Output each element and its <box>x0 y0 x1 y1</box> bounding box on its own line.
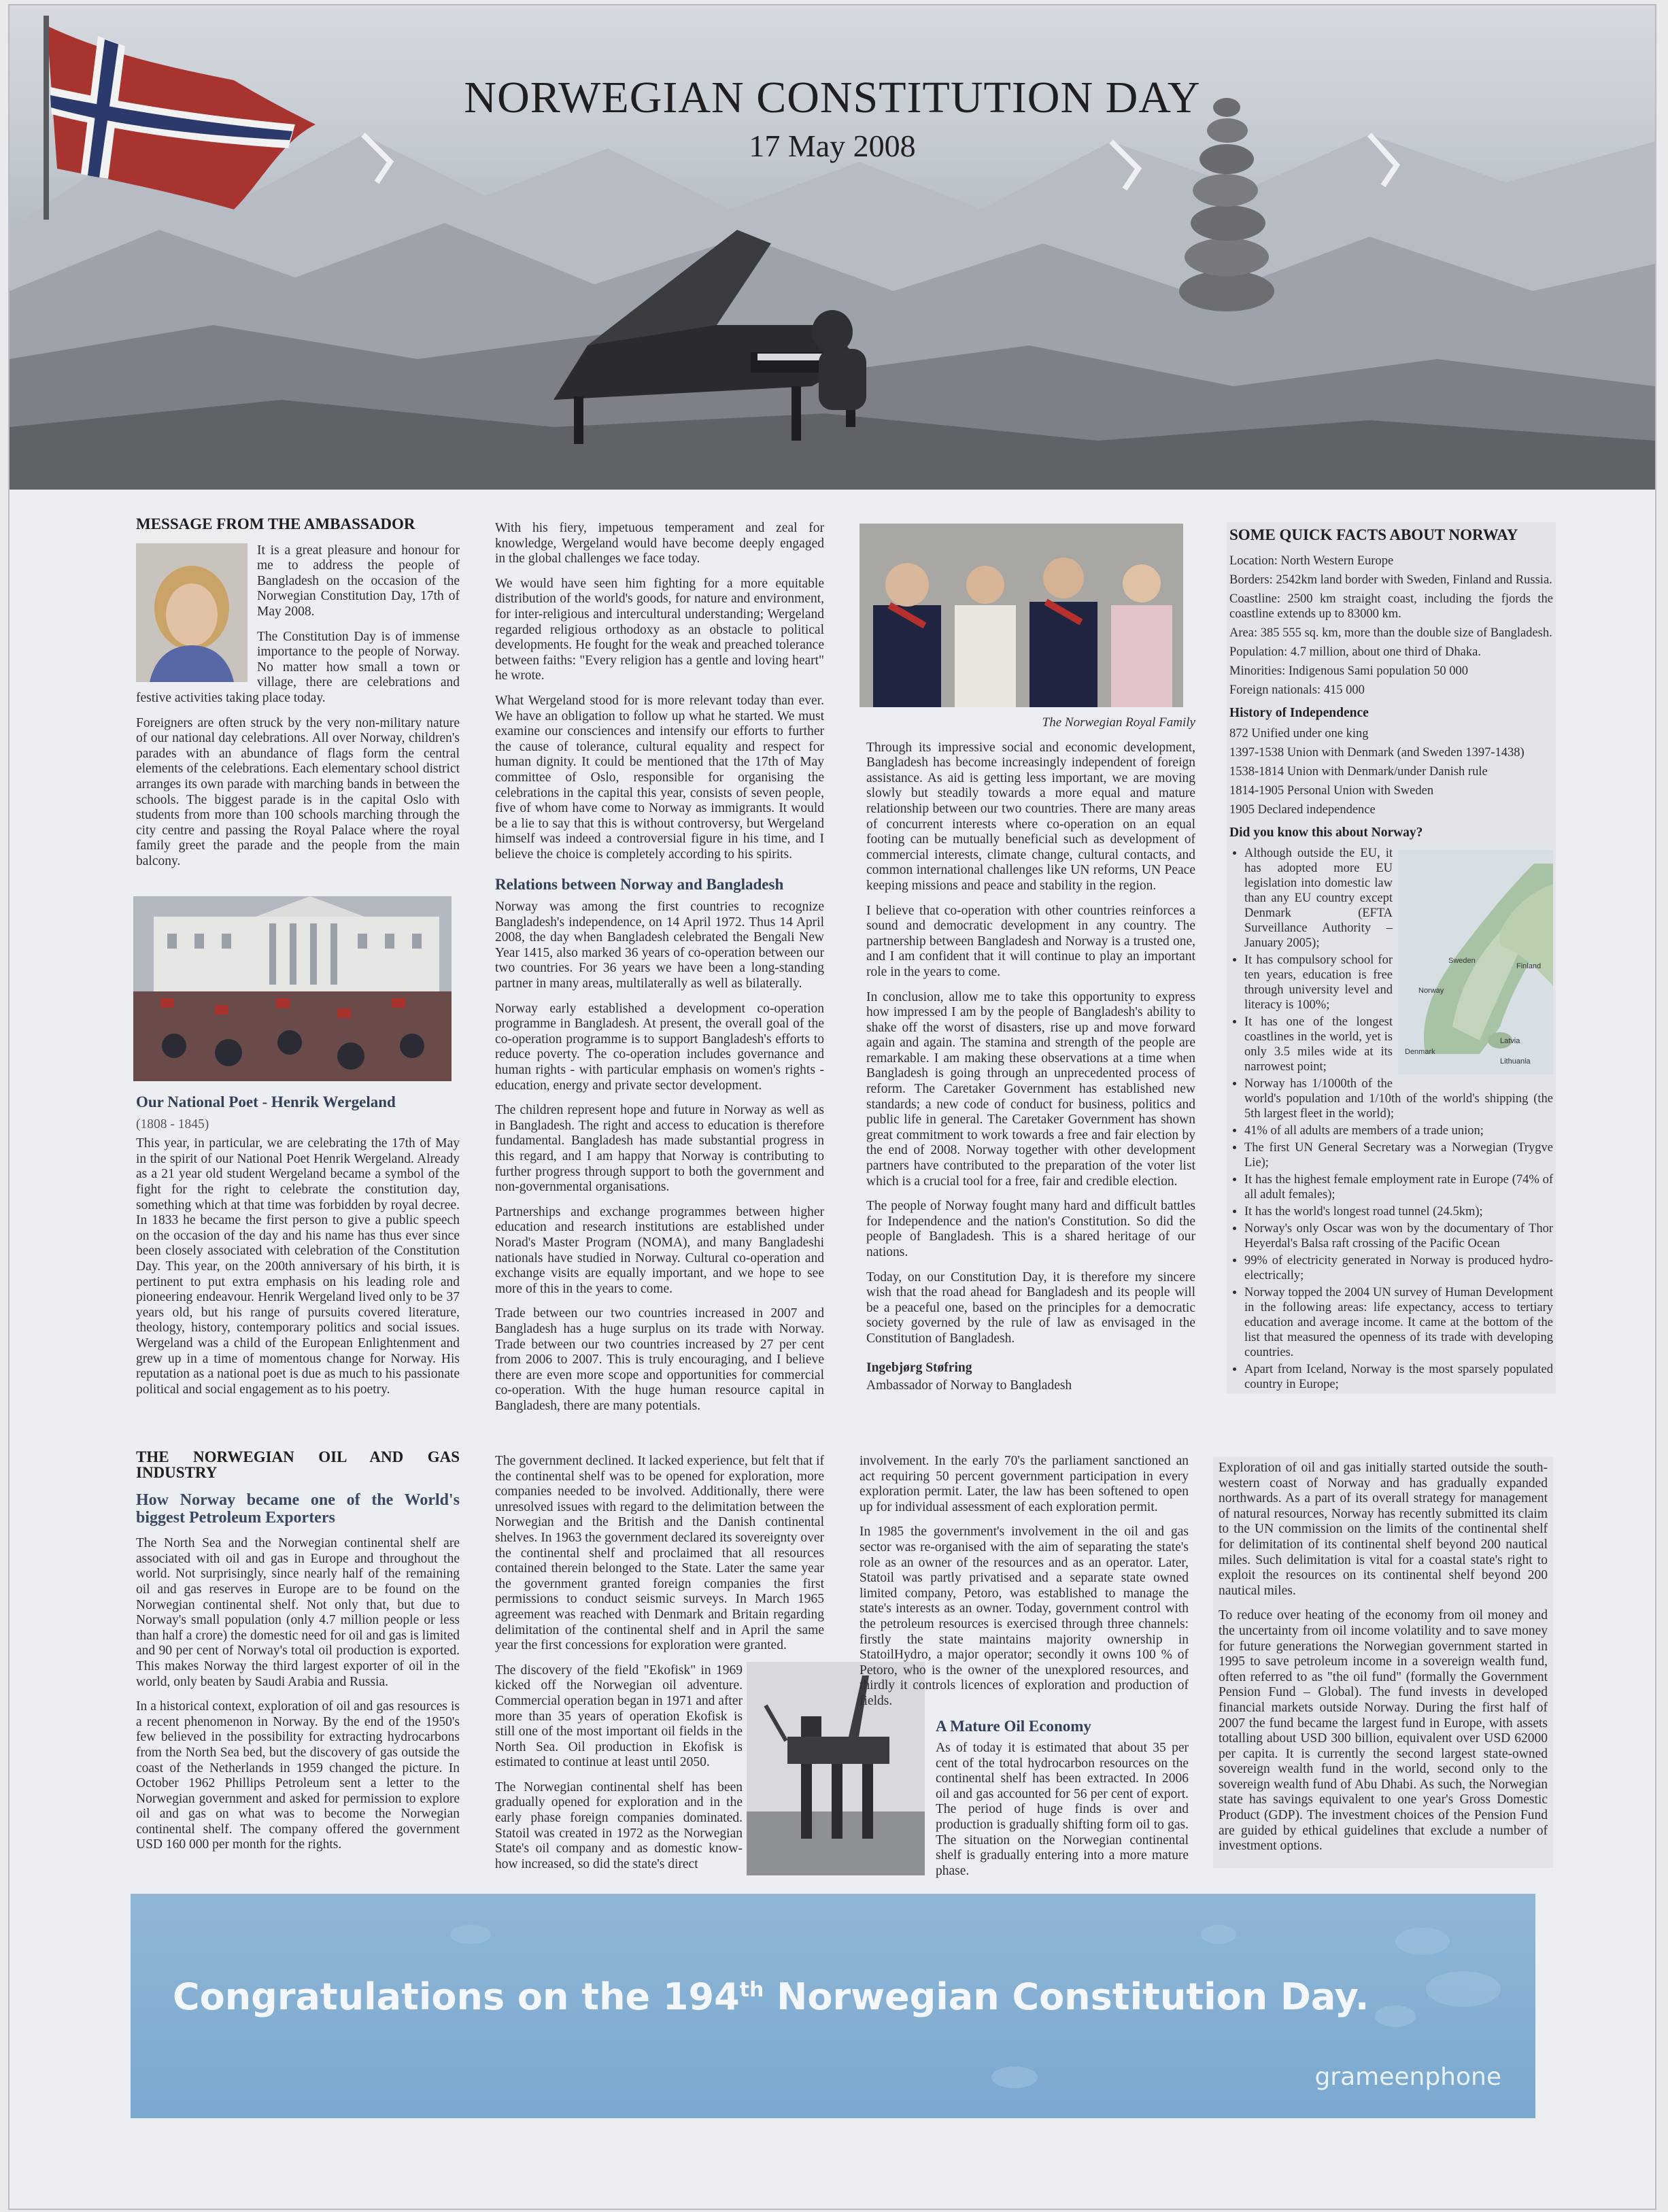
oil-paragraph-7: In 1985 the government's involvement in the oil and gas sector was re-organised with the aim of separating the state's role as an owner of the resources and as an operator. Later, Statoil was partly privatised and a separate state owned limited company, Petoro, was established to manage the state's interests as an owner. Today, government control with the petroleum resources is exercised through three channels: firstly the state maintains majority ownership in StatoilHydro, a major operator; secondly it owns 100 % of Petoro, who is the owner of the unexplored resources, and thirdly it controls licences of exploration and production of fields. <box>859 1525 1189 1708</box>
oil-column-3 <box>859 1454 1189 1888</box>
oil-paragraph-6: involvement. In the early 70's the parliament sanctioned an act requiring 50 percent government participation in every exploration permit. Later, the law has been softened to open up for individual assessment of each exploration permit. <box>859 1454 1189 1514</box>
hero-banner <box>10 5 1655 490</box>
oil-subheading: How Norway became one of the World's biggest Petroleum Exporters <box>136 1491 460 1527</box>
map-label-lithuania: Lithuania <box>1500 1057 1531 1066</box>
history-heading: History of Independence <box>1229 706 1369 720</box>
did-you-know-item: • It has the world's longest road tunnel (24.5km); <box>1244 1204 1553 1219</box>
col2-paragraph-1: With his fiery, impetuous temperament and zeal for knowledge, Wergeland would have become deeply engaged in the global challenges we face today. <box>495 521 824 566</box>
ambassador-message-column <box>866 711 1195 1394</box>
poet-column <box>136 1095 460 1407</box>
quick-facts-panel <box>1227 522 1556 1394</box>
fact-item: Coastline: 2500 km straight coast, including the fjords the coastline extends up to 83000 km. <box>1229 592 1553 621</box>
parade-photo <box>133 896 452 1081</box>
did-you-know-item: • It has compulsory school for ten years, education is free through university level and literacy is 100%; <box>1244 953 1553 1013</box>
map-label-finland: Finland <box>1516 962 1542 970</box>
oil-paragraph-3: The government declined. It lacked experience, but felt that if the continental shelf was to be opened for exploration, more companies needed to be involved. Additionally, there were unresolved issues with regard to the delimitation between the Norwegian and the British and the Danish continental shelves. In 1963 the government declared its sovereignty over the continental shelf and proclaimed that all resources contained therein belonged to the State. Later the same year the government granted foreign companies the first permissions to conduct seismic surveys. In March 1965 agreement was reached with Denmark and Britain regarding delimitation of the continental shelf and in April the same year the first concessions for exploration were granted. <box>495 1454 824 1653</box>
col2-paragraph-7: Partnerships and exchange programmes between higher education and research institutions are established under Norad's Master Program (NOMA), and many Bangladeshi nationals have studied in Norway. Cultural co-operation and exchange visits are equally important, and we hope to see more of this in the years to come. <box>495 1204 824 1296</box>
did-you-know-item: • 99% of electricity generated in Norway is produced hydro-electrically; <box>1244 1253 1553 1283</box>
history-item: 1905 Declared independence <box>1229 803 1376 817</box>
royal-family-caption: The Norwegian Royal Family <box>1042 715 1195 730</box>
oil-paragraph-9: Exploration of oil and gas initially started outside the south-western coast of Norway and has gradually expanded northwards. As a part of its overall strategy for management of natural resources, Norway has recently submitted its claim to the UN commission on the limits of the continental shelf for delimitation of its continental shelf beyond 200 nautical miles. Such delimitation is vital for a coastal state's right to exploit the resources on its continental shelf beyond 200 nautical miles. <box>1219 1461 1548 1598</box>
grameenphone-logo: grameenphone <box>1314 2063 1501 2091</box>
did-you-know-item: • Norway topped the 2004 UN survey of Human Development in the following areas: life expectancy, access to tertiary education and average income. It came at the bottom of the list that measured the openness of its trade with developing countries. <box>1244 1285 1553 1360</box>
ambassador-heading: MESSAGE FROM THE AMBASSADOR <box>136 515 415 532</box>
ambassador-paragraph-1: It is a great pleasure and honour for me to address the people of Bangladesh on the occasion of the Norwegian Constitution Day, 17th of May 2008. <box>257 543 460 619</box>
newspaper-page <box>8 4 1656 2210</box>
col2-paragraph-3: What Wergeland stood for is more relevant today than ever. We have an obligation to follow up what he started. We must examine our consciences and intensify our efforts to further the cause of tolerance, cultural equality and respect for human dignity. It could be mentioned that the 17th of May committee of Oslo, responsible for organising the celebrations in the capital this year, consists of seven people, five of whom have come to Norway as immigrants. It would be a lie to say that this is without controversy, but Wergeland himself was indeed a controversial figure in his time, and I believe the choice is completely according to his spirits. <box>495 693 824 862</box>
ambassador-signature-title: Ambassador of Norway to Bangladesh <box>866 1378 1072 1393</box>
royal-family-photo <box>859 524 1183 707</box>
congratulations-banner <box>131 1894 1535 2118</box>
did-you-know-item: • Although outside the EU, it has adopted more EU legislation into domestic law than any EU country except Denmark (EFTA Surveillance Authority – January 2005); <box>1244 846 1553 951</box>
history-item: 1814-1905 Personal Union with Sweden <box>1229 784 1434 798</box>
relations-heading: Relations between Norway and Bangladesh <box>495 876 784 894</box>
col3-paragraph-4: The people of Norway fought many hard and difficult battles for Independence and the nation's Constitution. So did the people of Bangladesh. This is a shared heritage of our nations. <box>866 1199 1195 1259</box>
fact-item: Minorities: Indigenous Sami population 50 000 <box>1229 664 1468 678</box>
poet-heading: Our National Poet - Henrik Wergeland <box>136 1093 396 1110</box>
fact-item: Borders: 2542km land border with Sweden, Finland and Russia. <box>1229 573 1552 587</box>
scandinavia-map <box>1398 850 1553 1074</box>
col2-paragraph-6: The children represent hope and future in Norway as well as in Bangladesh. The right and access to education is therefore fundamental. Bangladesh has made substantial progress in this regard, and I am happy that Norway is contributing to further progress through support to both the government and non-governmental organisations. <box>495 1103 824 1195</box>
col2-paragraph-5: Norway early established a development co-operation programme in Bangladesh. At present, the overall goal of the co-operation programme is to support Bangladesh's efforts to reduce poverty. The co-operation includes governance and human rights - with particular emphasis on women's rights - education, energy and private sector development. <box>495 1001 824 1093</box>
facts-heading: SOME QUICK FACTS ABOUT NORWAY <box>1229 526 1518 543</box>
did-you-know-item: • Norway's only Oscar was won by the documentary of Thor Heyerdal's Balsa raft crossing of the Pacific Ocean <box>1244 1221 1553 1251</box>
did-you-know-item: • It has the highest female employment rate in Europe (74% of all adult females); <box>1244 1172 1553 1202</box>
oil-heading: THE NORWEGIAN OIL AND GAS INDUSTRY <box>136 1448 460 1481</box>
map-label-denmark: Denmark <box>1405 1048 1435 1056</box>
oil-paragraph-10: To reduce over heating of the economy from oil money and the uncertainty from oil income volatility and to save money for future generations the Norwegian government started in 1995 to save petroleum income in a sovereign wealth fund, often referred to as "the oil fund" (formally the Government Pension Fund – Global). The fund invests in developed financial markets outside Norway. During the first half of 2007 the fund became the largest fund in Europe, with assets totalling about USD 300 billion, equivalent over USD 62000 per capita. It is currently the second largest state-owned sovereign wealth fund in the world, second only to the sovereign wealth fund of Abu Dhabi. As such, the Norwegian state has savings equivalent to one year's Gross Domestic Product (GDP). The investment choices of the Pension Fund are guided by ethical guidelines that exclude a number of investment options. <box>1219 1608 1548 1854</box>
oil-column-4 <box>1213 1457 1553 1868</box>
col2-paragraph-8: Trade between our two countries increased in 2007 and Bangladesh has a huge surplus on its trade with Norway. Trade between our two countries increased by 27 per cent from 2006 to 2007. This is truly encouraging, and I believe there are even more scope and opportunities for commercial co-operation. With the huge human resource capital in Bangladesh, there are many potentials. <box>495 1306 824 1413</box>
mature-oil-heading: A Mature Oil Economy <box>936 1717 1091 1735</box>
did-you-know-item: • The first UN General Secretary was a Norwegian (Trygve Lie); <box>1244 1140 1553 1170</box>
fact-item: Population: 4.7 million, about one third of Dhaka. <box>1229 645 1481 659</box>
did-you-know-item: • Apart from Iceland, Norway is the most sparsely populated country in Europe; <box>1244 1362 1553 1392</box>
col3-paragraph-1: Through its impressive social and economic development, Bangladesh has become increasingly independent of foreign assistance. As aid is getting less important, we are moving slowly but steadily towards a more equal and mature relationship between our two countries. There are many areas of concurrent interests where co-operation on an equal footing can be mutually beneficial such as development of commercial interests, climate change, cultural contacts, and common international challenges like UN reforms, UN Peace keeping missions and peace and stability in the region. <box>866 740 1195 893</box>
ambassador-paragraph-3: Foreigners are often struck by the very non-military nature of our national day celebrations. All over Norway, children's parades with an abundance of flags form the central elements of the celebrations. Each elementary school district arranges its own parade with marching bands in between the schools. The biggest parade is in the capital Oslo with students from more than 100 schools marching through the city centre and passing the Royal Palace where the royal family greet the parade and the people from the main balcony. <box>136 715 460 868</box>
ambassador-signature-name: Ingebjørg Støfring <box>866 1360 972 1375</box>
oil-paragraph-5: The Norwegian continental shelf has been gradually opened for exploration and in the early phase foreign companies dominated. Statoil was created in 1972 as the Norwegian State's oil company and as domestic know-how increased, so did the state's direct <box>495 1780 743 1871</box>
ambassador-paragraph-2: The Constitution Day is of immense importance to the people of Norway. No matter how small a town or village, there are celebrations and festive activities taking place today. <box>136 629 460 705</box>
col3-paragraph-3: In conclusion, allow me to take this opportunity to express how impressed I am by the people of Bangladesh's ability to shake off the worst of disasters, rise up and move forward again and again. The stamina and strength of the people are remarkable. I am making these observations at a time when Bangladesh is going through an unprecedented process of reform. The Caretaker Government has established new standards; a new code of conduct for business, politics and public life in general. The Caretaker Government has shown great commitment to work towards a free and fair election by the end of 2008. Norway together with other development partners have contributed to the preparation of the voter list which is a crucial tool for a free, fair and credible election. <box>866 989 1195 1189</box>
poet-dates: (1808 - 1845) <box>136 1117 209 1131</box>
col3-paragraph-5: Today, on our Constitution Day, it is therefore my sincere wish that the road ahead for Bangladesh and its people will be a peaceful one, based on the principles for a democratic society governed by the rule of law as envisaged in the Constitution of Bangladesh. <box>866 1270 1195 1346</box>
ambassador-portrait <box>136 543 248 682</box>
fact-item: Area: 385 555 sq. km, more than the double size of Bangladesh. <box>1229 626 1552 640</box>
col3-paragraph-2: I believe that co-operation with other countries reinforces a sound and democratic development in any country. The partnership between Bangladesh and Norway is a trusted one, and I am confident that it will continue to play an important role in the years to come. <box>866 903 1195 979</box>
history-item: 1397-1538 Union with Denmark (and Sweden 1397-1438) <box>1229 746 1525 760</box>
fact-item: Foreign nationals: 415 000 <box>1229 683 1365 697</box>
did-you-know-heading: Did you know this about Norway? <box>1229 826 1423 840</box>
col2-paragraph-2: We would have seen him fighting for a more equitable distribution of the world's goods, for nature and environment, for inter-religious and intercultural understanding; Wergeland regarded religious orthodoxy as an obstacle to political developments. He fought for the weak and preached tolerance between faiths: "Every religion has a gentle and loving heart" he wrote. <box>495 576 824 683</box>
banner-message: Congratulations on the 194th Norwegian Constitution Day. <box>173 1975 1369 2018</box>
page-title: NORWEGIAN CONSTITUTION DAY <box>464 73 1201 122</box>
oil-paragraph-1: The North Sea and the Norwegian continental shelf are associated with oil and gas in Europe and throughout the world. Not surprisingly, since nearly half of the remaining oil and gas reserves in Europe are to be found on the Norwegian continental shelf. Not only that, but due to Norway's small population (only 4.7 million people or less than half a crore) the domestic need for oil and gas is limited and 90 per cent of Norway's total oil production is exported. This makes Norway the third largest exporter of oil in the world, only beaten by Saudi Arabia and Russia. <box>136 1536 460 1689</box>
map-label-sweden: Sweden <box>1448 957 1476 965</box>
fact-item: Location: North Western Europe <box>1229 554 1394 568</box>
did-you-know-item: • Norway has 1/1000th of the world's population and 1/10th of the world's shipping (the 5th largest fleet in the world); <box>1244 1076 1553 1121</box>
history-item: 872 Unified under one king <box>1229 727 1369 741</box>
col2-paragraph-4: Norway was among the first countries to recognize Bangladesh's independence, on 14 April 1972. Thus 14 April 2008, the day when Bangladesh celebrated the Bengali New Year 1415, also marked 36 years of co-operation between our two countries. For 36 years we have been a long-standing partner in many areas, multilaterally as well as bilaterally. <box>495 900 824 991</box>
history-item: 1538-1814 Union with Denmark/under Danish rule <box>1229 765 1488 779</box>
oil-paragraph-4: The discovery of the field "Ekofisk" in 1969 kicked off the Norwegian oil adventure. Commercial operation began in 1971 and after more than 35 years of operation Ekofisk is still one of the most important oil fields in the North Sea. Oil production in Ekofisk is estimated to continue at least until 2050. <box>495 1663 743 1770</box>
oil-paragraph-2: In a historical context, exploration of oil and gas resources is a recent phenomenon in Norway. By the end of the 1950's few believed in the possibility for extracting hydrocarbons from the North Sea bed, but the discovery of gas outside the coast of the Netherlands in 1959 changed the picture. In October 1962 Phillips Petroleum sent a letter to the Norwegian government and asked for permission to explore oil and gas on what was to become the Norwegian continental shelf. The company offered the government USD 160 000 per month for the rights. <box>136 1699 460 1852</box>
map-label-latvia: Latvia <box>1500 1037 1520 1045</box>
poet-paragraph-1: This year, in particular, we are celebrating the 17th of May in the spirit of our National Poet Henrik Wergeland. Already as a 21 year old student Wergeland became a symbol of the fight for the right to celebrate the constitution day, something which at that time was forbidden by royal decree. In 1833 he became the first person to give a public speech on the occasion of the day and his name has thus ever since been closely associated with celebration of the Constitution Day. This year, on the 200th anniversary of his birth, it is pertinent to put extra emphasis on his leading role and pioneering endeavour. Henrik Wergeland lived only to be 37 years old, but his range of pursuits covered literature, theology, history, contemporary politics and social issues. Wergeland was a child of the European Enlightenment and grew up in a time of momentous change for Norway. His reputation as a national poet is due as much to his passionate political and social engagement as to his poetry. <box>136 1136 460 1397</box>
wergeland-relations-column <box>495 521 824 1423</box>
map-label-norway: Norway <box>1418 987 1444 995</box>
ambassador-column <box>136 517 460 879</box>
did-you-know-item: • It has one of the longest coastlines in the world, yet is only 3.5 miles wide at its narrowest point; <box>1244 1015 1553 1074</box>
oil-column-1 <box>136 1450 460 1862</box>
page-date: 17 May 2008 <box>749 129 916 163</box>
did-you-know-item: • 41% of all adults are members of a trade union; <box>1244 1123 1553 1138</box>
oil-paragraph-8: As of today it is estimated that about 35 per cent of the total hydrocarbon resources on the continental shelf has been extracted. In 2006 oil and gas accounted for 56 per cent of export. The period of huge finds is over and production is gradually shifting form oil to gas. The situation on the Norwegian continental shelf is gradually entering into a more mature phase. <box>936 1741 1189 1878</box>
